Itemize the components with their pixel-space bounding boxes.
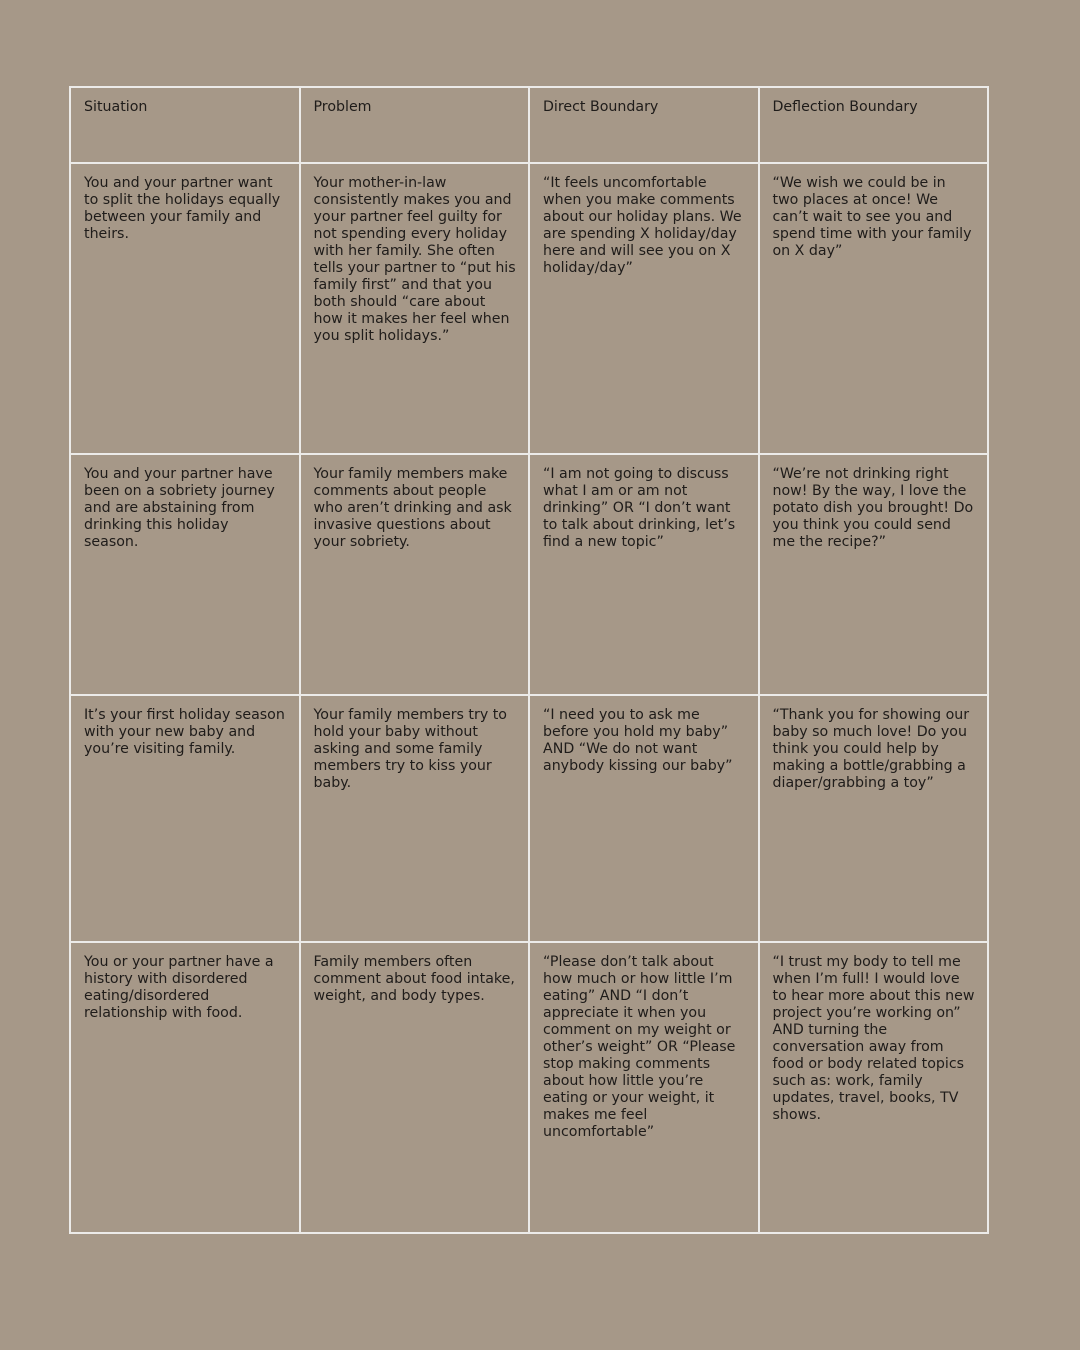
cell-situation: It’s your first holiday season with your new baby and you’re visiting family. (70, 695, 300, 942)
cell-deflection-boundary: “We wish we could be in two places at once! We can’t wait to see you and spend time with your family on X day” (759, 163, 989, 454)
cell-problem: Your family members make comments about people who aren’t drinking and ask invasive questions about your sobriety. (300, 454, 530, 695)
table-header-row (70, 87, 988, 163)
header-direct-boundary: Direct Boundary (529, 87, 759, 163)
table-row (70, 454, 988, 695)
table-row (70, 163, 988, 454)
cell-direct-boundary: “I am not going to discuss what I am or am not drinking” OR “I don’t want to talk about drinking, let’s find a new topic” (529, 454, 759, 695)
cell-direct-boundary: “It feels uncomfortable when you make comments about our holiday plans. We are spending X holiday/day here and will see you on X holiday/day” (529, 163, 759, 454)
cell-deflection-boundary: “I trust my body to tell me when I’m full! I would love to hear more about this new project you’re working on” AND turning the conversation away from food or body related topics such as: work, family updates, travel, books, TV shows. (759, 942, 989, 1233)
table-row (70, 695, 988, 942)
cell-direct-boundary: “Please don’t talk about how much or how little I’m eating” AND “I don’t appreciate it when you comment on my weight or other’s weight” OR “Please stop making comments about how little you’re eating or your weight, it makes me feel uncomfortable” (529, 942, 759, 1233)
boundaries-table-container (69, 86, 987, 1234)
cell-problem: Family members often comment about food intake, weight, and body types. (300, 942, 530, 1233)
table-row (70, 942, 988, 1233)
cell-situation: You and your partner have been on a sobriety journey and are abstaining from drinking this holiday season. (70, 454, 300, 695)
cell-deflection-boundary: “Thank you for showing our baby so much love! Do you think you could help by making a bottle/grabbing a diaper/grabbing a toy” (759, 695, 989, 942)
header-situation: Situation (70, 87, 300, 163)
cell-direct-boundary: “I need you to ask me before you hold my baby” AND “We do not want anybody kissing our baby” (529, 695, 759, 942)
boundaries-table (69, 86, 989, 1234)
header-problem: Problem (300, 87, 530, 163)
cell-problem: Your family members try to hold your baby without asking and some family members try to kiss your baby. (300, 695, 530, 942)
cell-problem: Your mother-in-law consistently makes you and your partner feel guilty for not spending every holiday with her family. She often tells your partner to “put his family first” and that you both should “care about how it makes her feel when you split holidays.” (300, 163, 530, 454)
cell-situation: You and your partner want to split the holidays equally between your family and theirs. (70, 163, 300, 454)
cell-deflection-boundary: “We’re not drinking right now! By the way, I love the potato dish you brought! Do you think you could send me the recipe?” (759, 454, 989, 695)
header-deflection-boundary: Deflection Boundary (759, 87, 989, 163)
cell-situation: You or your partner have a history with disordered eating/disordered relationship with food. (70, 942, 300, 1233)
